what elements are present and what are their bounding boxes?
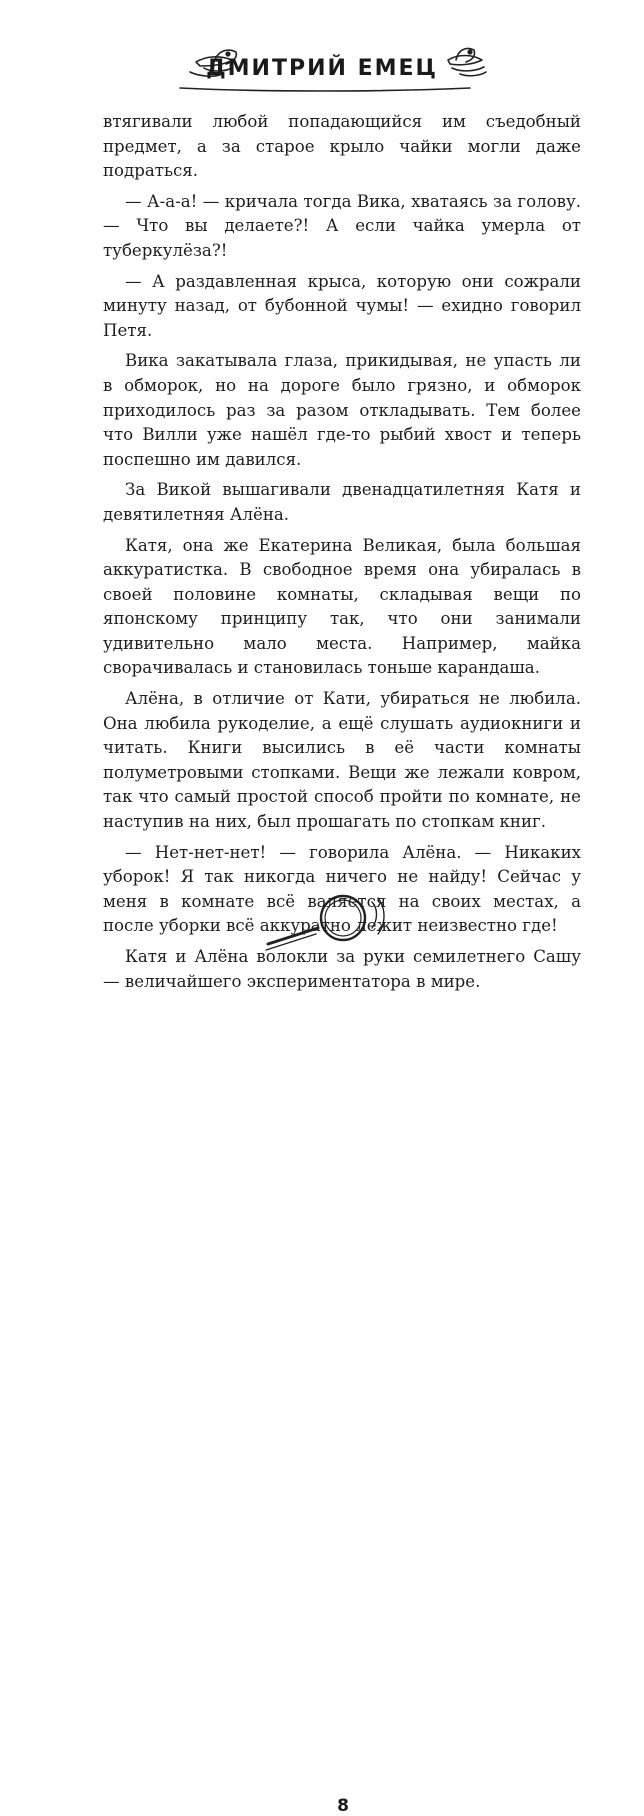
- paragraph: втягивали любой попадающийся им съедобный предмет, а за старое крыло чайки могли даже подраться.: [103, 112, 581, 181]
- paragraph: Алёна, в отличие от Кати, убираться не любила. Она любила рукоделие, а ещё слушать аудиокниги и читать. Книги высились в её части комнаты полуметровыми стопками. Вещи же лежали ковром, так что самый простой способ пройти по комнате, не наступив на них, был прошагать по стопкам книг.: [103, 689, 581, 832]
- paragraph: Катя и Алёна волокли за руки семилетнего Сашу — величайшего экспериментатора в мире.: [103, 947, 581, 991]
- paragraph: Катя, она же Екатерина Великая, была большая аккуратистка. В свободное время она убиралась в своей половине комнаты, складывая вещи по японскому принципу так, что они занимали удивительно мало места. Например, майка сворачивалась и становилась тоньше карандаша.: [103, 535, 581, 678]
- page-number: 8: [337, 1796, 349, 1816]
- magnifier-icon: [0, 890, 644, 960]
- paragraph: — А-а-а! — кричала тогда Вика, хватаясь за голову. — Что вы делаете?! А если чайка умерла от туберкулёза?!: [103, 191, 581, 260]
- header-rule: [180, 88, 470, 91]
- author-name: ДМИТРИЙ ЕМЕЦ: [206, 56, 438, 81]
- running-header: [0, 42, 644, 102]
- paragraph: За Викой вышагивали двенадцатилетняя Катя и девятилетняя Алёна.: [103, 480, 581, 524]
- paragraph: Вика закатывала глаза, прикидывая, не упасть ли в обморок, но на дороге было грязно, и обморок приходилось раз за разом откладывать. Тем более что Вилли уже нашёл где-то рыбий хвост и теперь поспешно им давился.: [103, 351, 581, 469]
- paragraph: — Нет-нет-нет! — говорила Алёна. — Никаких уборок! Я так никогда ничего не найду! Сейчас у меня в комнате всё валяется на своих местах, а после уборки всё аккуратно лежит неизвестно где!: [103, 842, 581, 936]
- paragraph: — А раздавленная крыса, которую они сожрали минуту назад, от бубонной чумы! — ехидно говорил Петя.: [103, 271, 581, 340]
- body-text: [103, 110, 581, 1000]
